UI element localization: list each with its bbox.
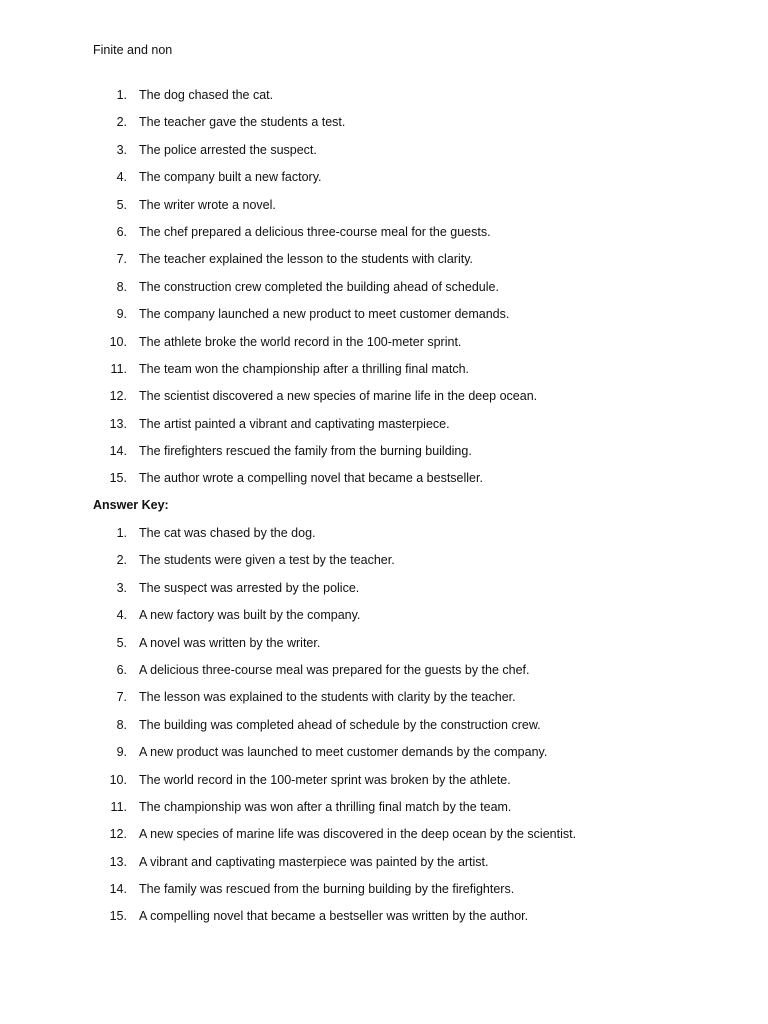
item-text: The athlete broke the world record in the 100-meter sprint. [139,334,462,349]
item-number: 13. [109,416,127,431]
item-text: The author wrote a compelling novel that became a bestseller. [139,471,483,486]
list-item [0,744,768,771]
item-number: 8. [116,717,127,732]
list-item [0,224,768,251]
item-number: 8. [116,279,127,294]
item-number: 7. [116,690,127,705]
item-number: 9. [116,307,127,322]
item-number: 11. [110,799,127,814]
answer-key-heading: Answer Key: [93,498,169,512]
item-number: 3. [116,580,127,595]
item-text: The world record in the 100-meter sprint was broken by the athlete. [139,772,511,787]
list-item [0,635,768,662]
item-number: 12. [109,827,127,842]
item-text: The construction crew completed the building ahead of schedule. [139,279,499,294]
item-text: The championship was won after a thrilling final match by the team. [139,799,512,814]
item-number: 6. [116,224,127,239]
list-item [0,552,768,579]
list-item [0,854,768,881]
list-item [0,470,768,497]
item-text: The firefighters rescued the family from the burning building. [139,444,472,459]
item-text: The students were given a test by the teacher. [139,553,395,568]
item-text: The dog chased the cat. [139,88,274,102]
list-item [0,908,768,935]
item-text: The scientist discovered a new species of marine life in the deep ocean. [139,389,538,404]
list-item [0,443,768,470]
item-text: A vibrant and captivating masterpiece was painted by the artist. [139,854,489,869]
document-title: Finite and non [93,43,173,57]
list-item [0,662,768,689]
item-text: The teacher gave the students a test. [139,115,346,130]
answer-key-list [0,525,768,936]
item-number: 7. [116,252,127,267]
item-text: A novel was written by the writer. [139,635,321,650]
item-number: 5. [116,635,127,650]
list-item [0,388,768,415]
list-item [0,197,768,224]
item-number: 15. [109,909,127,924]
item-text: The writer wrote a novel. [139,197,276,212]
item-number: 10. [109,334,127,349]
list-item [0,826,768,853]
item-number: 12. [109,389,127,404]
item-number: 2. [116,115,127,130]
item-number: 5. [116,197,127,212]
item-number: 10. [109,772,127,787]
exercise-list [0,87,768,498]
item-number: 1. [116,526,127,540]
item-number: 9. [116,745,127,760]
item-text: The cat was chased by the dog. [139,526,316,540]
list-item [0,334,768,361]
item-text: The chef prepared a delicious three-course meal for the guests. [139,224,491,239]
list-item [0,306,768,333]
item-number: 14. [109,444,127,459]
list-item [0,251,768,278]
item-number: 13. [109,854,127,869]
item-text: The building was completed ahead of schedule by the construction crew. [139,717,541,732]
list-item [0,142,768,169]
item-text: A delicious three-course meal was prepared for the guests by the chef. [139,662,530,677]
item-number: 1. [116,88,127,102]
item-text: The police arrested the suspect. [139,142,317,157]
list-item [0,799,768,826]
list-item [0,607,768,634]
item-text: The team won the championship after a thrilling final match. [139,361,470,376]
list-item [0,416,768,443]
item-text: A new species of marine life was discovered in the deep ocean by the scientist. [139,827,577,842]
item-text: The teacher explained the lesson to the students with clarity. [139,252,473,267]
item-text: The suspect was arrested by the police. [139,580,360,595]
item-number: 6. [116,662,127,677]
item-number: 11. [110,361,127,376]
list-item [0,717,768,744]
list-item [0,87,768,114]
item-text: A new product was launched to meet customer demands by the company. [139,745,548,760]
list-item [0,279,768,306]
list-item [0,525,768,552]
item-number: 3. [116,142,127,157]
item-text: The family was rescued from the burning building by the firefighters. [139,882,515,897]
list-item [0,361,768,388]
list-item [0,114,768,141]
item-number: 4. [116,608,127,623]
list-item [0,772,768,799]
item-number: 4. [116,170,127,185]
list-item [0,881,768,908]
item-text: A compelling novel that became a bestseller was written by the author. [139,909,529,924]
item-text: A new factory was built by the company. [139,608,361,623]
item-text: The artist painted a vibrant and captivating masterpiece. [139,416,450,431]
item-text: The lesson was explained to the students with clarity by the teacher. [139,690,516,705]
item-number: 15. [109,471,127,486]
list-item [0,580,768,607]
item-number: 14. [109,882,127,897]
list-item [0,689,768,716]
item-text: The company built a new factory. [139,170,322,185]
item-text: The company launched a new product to meet customer demands. [139,307,510,322]
item-number: 2. [116,553,127,568]
list-item [0,169,768,196]
